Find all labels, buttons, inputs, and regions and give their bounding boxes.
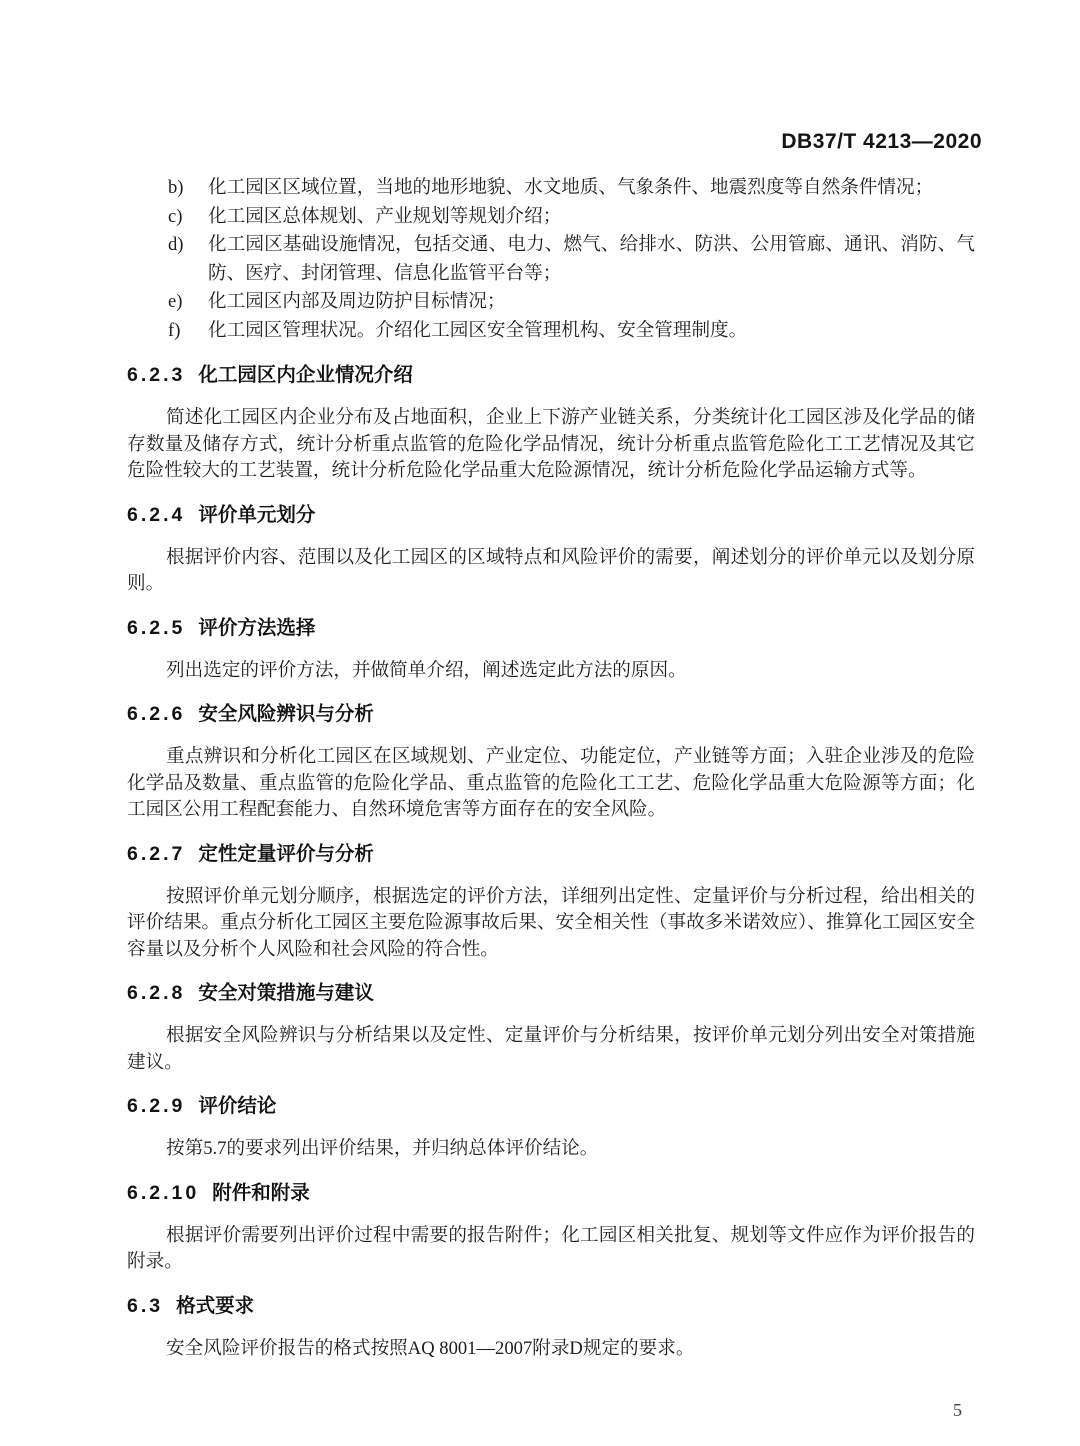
list-item: [127, 288, 975, 317]
section-number: 6.2.7: [127, 842, 186, 865]
list-item-letter: c): [168, 205, 183, 227]
section-number: 6.2.3: [127, 364, 186, 386]
list-item-letter: e): [168, 291, 183, 312]
section-heading: [127, 701, 975, 727]
section-6-2-6: [127, 701, 975, 824]
section-title: 格式要求: [176, 1294, 255, 1317]
section-heading: [127, 1293, 975, 1319]
list-item-letter: f): [168, 319, 181, 341]
intro-list: [127, 174, 975, 345]
section-paragraph: 根据安全风险辨识与分析结果以及定性、定量评价与分析结果，按评价单元划分列出安全对策措施建议。: [127, 1025, 975, 1073]
section-number: 6.2.5: [127, 616, 186, 639]
list-item-letter: b): [168, 177, 184, 198]
section-heading: [127, 980, 975, 1006]
section-number: 6.2.10: [127, 1181, 200, 1204]
section-6-2-9: [127, 1093, 975, 1163]
section-paragraph: 按第5.7的要求列出评价结果，并归纳总体评价结论。: [166, 1138, 599, 1159]
list-item-text: 化工园区内部及周边防护目标情况；: [208, 291, 506, 312]
section-paragraph: 根据评价内容、范围以及化工园区的区域特点和风险评价的需要，阐述划分的评价单元以及划分原则。: [127, 546, 975, 594]
section-6-3: [127, 1293, 975, 1363]
section-paragraph: 根据评价需要列出评价过程中需要的报告附件；化工园区相关批复、规划等文件应作为评价报告的附录。: [127, 1224, 975, 1272]
section-heading: [127, 615, 975, 641]
section-6-2-8: [127, 980, 975, 1076]
document-code-header: DB37/T 4213—2020: [781, 130, 982, 153]
section-paragraph: 安全风险评价报告的格式按照AQ 8001—2007附录D规定的要求。: [166, 1337, 695, 1359]
list-item: [127, 231, 975, 288]
section-heading: [127, 1180, 975, 1206]
section-number: 6.2.6: [127, 703, 186, 725]
section-title: 评价结论: [198, 1095, 277, 1117]
section-6-2-3: [127, 362, 975, 485]
section-number: 6.3: [127, 1294, 164, 1317]
list-item-text: 化工园区基础设施情况，包括交通、电力、燃气、给排水、防洪、公用管廊、通讯、消防、气防、医疗、封闭管理、信息化监管平台等；: [208, 234, 975, 284]
section-paragraph: 列出选定的评价方法，并做简单介绍，阐述选定此方法的原因。: [166, 659, 687, 681]
section-title: 定性定量评价与分析: [198, 842, 374, 865]
section-title: 评价单元划分: [198, 503, 316, 526]
section-paragraph: 重点辨识和分析化工园区在区域规划、产业定位、功能定位，产业链等方面；入驻企业涉及的危险化学品及数量、重点监管的危险化学品、重点监管的危险化工工艺、危险化学品重大危险源等方面；化工园区公用工程配套能力、自然环境危害等方面存在的安全风险。: [127, 746, 975, 820]
list-item: [127, 317, 975, 346]
section-paragraph: 按照评价单元划分顺序，根据选定的评价方法，详细列出定性、定量评价与分析过程，给出相关的评价结果。重点分析化工园区主要危险源事故后果、安全相关性（事故多米诺效应）、推算化工园区安全容量以及分析个人风险和社会风险的符合性。: [127, 885, 975, 960]
list-item-text: 化工园区区域位置，当地的地形地貌、水文地质、气象条件、地震烈度等自然条件情况；: [208, 177, 934, 198]
section-number: 6.2.9: [127, 1095, 186, 1117]
page-content: [127, 174, 975, 1379]
section-title: 安全风险辨识与分析: [198, 703, 374, 725]
section-heading: [127, 362, 975, 388]
section-title: 评价方法选择: [198, 616, 316, 639]
section-title: 安全对策措施与建议: [198, 982, 374, 1004]
section-6-2-5: [127, 615, 975, 685]
section-6-2-7: [127, 841, 975, 964]
list-item-text: 化工园区总体规划、产业规划等规划介绍；: [208, 205, 562, 227]
section-6-2-10: [127, 1180, 975, 1276]
section-heading: [127, 502, 975, 528]
page-number: 5: [953, 1400, 962, 1420]
section-number: 6.2.8: [127, 982, 186, 1004]
section-paragraph: 简述化工园区内企业分布及占地面积，企业上下游产业链关系，分类统计化工园区涉及化学品的储存数量及储存方式，统计分析重点监管的危险化学品情况，统计分析重点监管危险化工工艺情况及其它危险性较大的工艺装置，统计分析危险化学品重大危险源情况，统计分析危险化学品运输方式等。: [127, 407, 975, 481]
list-item-text: 化工园区管理状况。介绍化工园区安全管理机构、安全管理制度。: [208, 319, 748, 341]
section-heading: [127, 1093, 975, 1119]
section-6-2-4: [127, 502, 975, 598]
list-item-letter: d): [168, 234, 184, 255]
section-number: 6.2.4: [127, 503, 186, 526]
list-item: [127, 203, 975, 232]
section-title: 化工园区内企业情况介绍: [198, 364, 413, 386]
section-title: 附件和附录: [212, 1181, 310, 1204]
list-item: [127, 174, 975, 203]
section-heading: [127, 841, 975, 867]
